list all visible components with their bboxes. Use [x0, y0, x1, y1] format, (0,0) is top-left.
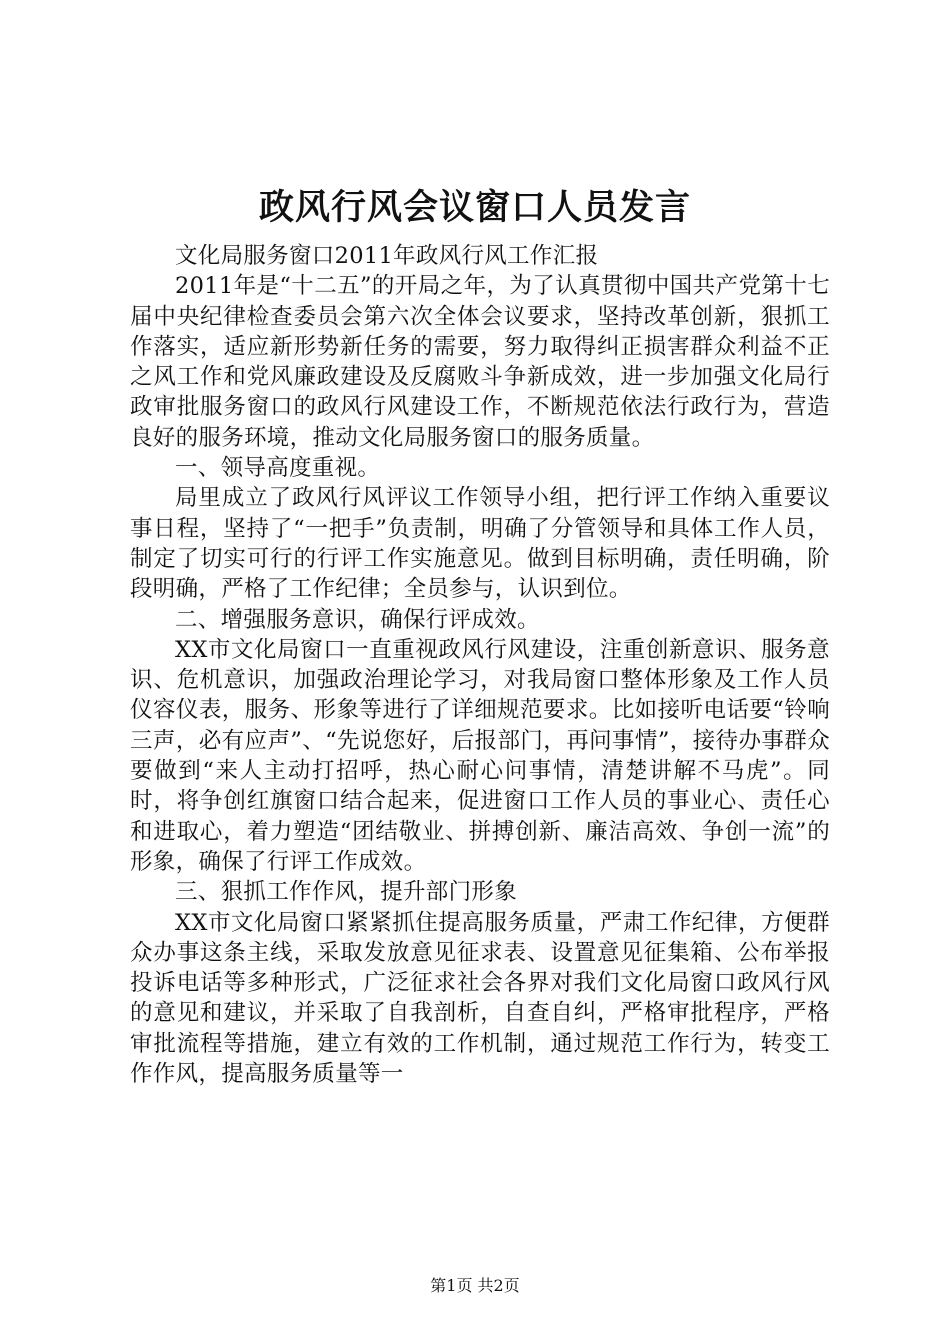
paragraph-intro: 2011年是“十二五”的开局之年，为了认真贯彻中国共产党第十七届中央纪律检查委员会第六次全体会议要求，坚持改革创新，狠抓工作落实，适应新形势新任务的需要，努力取得纠正损害群众利益不正之风工作和党风廉政建设及反腐败斗争新成效，进一步加强文化局行政审批服务窗口的政风行风建设工作，不断规范依法行政行为，营造良好的服务环境，推动文化局服务窗口的服务质量。: [130, 273, 830, 451]
document-body: [130, 241, 830, 1089]
document-title: 政风行风会议窗口人员发言: [258, 187, 691, 228]
section-heading-1: 一、领导高度重视。: [175, 455, 381, 482]
page-number-footer: 第1页 共2页: [430, 1276, 520, 1295]
section-heading-2: 二、增强服务意识，确保行评成效。: [175, 606, 540, 633]
section-heading-3: 三、狠抓工作作风，提升部门形象: [175, 879, 518, 906]
paragraph-report-heading: 文化局服务窗口2011年政风行风工作汇报: [175, 243, 599, 269]
paragraph-section-3: XX市文化局窗口紧紧抓住提高服务质量，严肃工作纪律，方便群众办事这条主线，采取发放意见征求表、设置意见征集箱、公布举报投诉电话等多种形式，广泛征求社会各界对我们文化局窗口政风行风的意见和建议，并采取了自我剖析，自查自纠，严格审批程序，严格审批流程等措施，建立有效的工作机制，通过规范工作行为，转变工作作风，提高服务质量等一: [130, 909, 830, 1088]
paragraph-section-2: XX市文化局窗口一直重视政风行风建设，注重创新意识、服务意识、危机意识，加强政治理论学习，对我局窗口整体形象及工作人员仪容仪表，服务、形象等进行了详细规范要求。比如接听电话要“铃响三声，必有应声”、“先说您好，后报部门，再问事情”，接待办事群众要做到“来人主动打招呼，热心耐心问事情，清楚讲解不马虎”。同时，将争创红旗窗口结合起来，促进窗口工作人员的事业心、责任心和进取心，着力塑造“团结敬业、拼搏创新、廉洁高效、争创一流”的形象，确保了行评工作成效。: [130, 636, 830, 875]
paragraph-section-1: 局里成立了政风行风评议工作领导小组，把行评工作纳入重要议事日程，坚持了“一把手”负责制，明确了分管领导和具体工作人员，制定了切实可行的行评工作实施意见。做到目标明确，责任明确，阶段明确，严格了工作纪律；全员参与，认识到位。: [130, 485, 830, 603]
